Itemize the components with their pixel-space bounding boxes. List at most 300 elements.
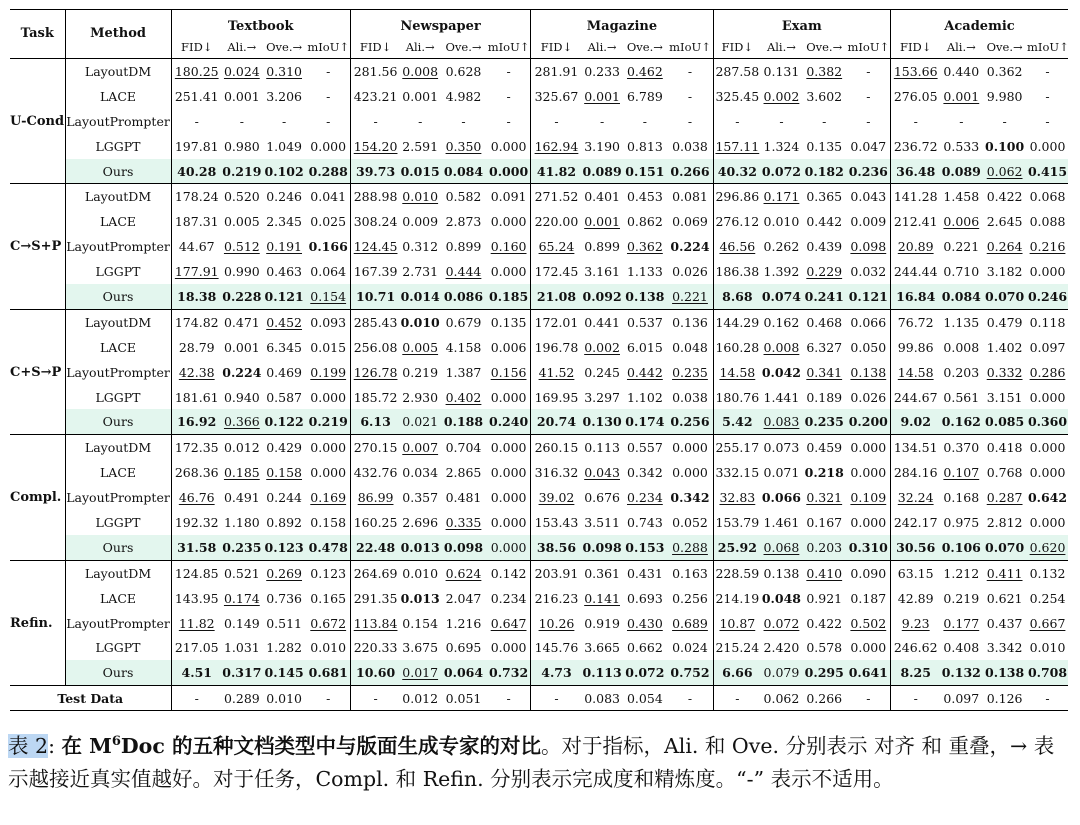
value-cell — [171, 134, 222, 159]
value-cell — [307, 435, 351, 460]
value-text: 0.422 — [986, 189, 1023, 205]
value-text: 0.100 — [985, 138, 1025, 154]
value-cell — [307, 560, 351, 585]
value-cell — [531, 409, 582, 434]
value-cell — [982, 586, 1027, 611]
value-text: 0.199 — [310, 364, 347, 380]
test-value: - — [531, 686, 582, 711]
value-cell — [440, 586, 487, 611]
value-cell — [940, 109, 982, 134]
value-text: 0.000 — [1029, 264, 1066, 280]
value-text: 0.013 — [400, 590, 440, 606]
value-text: - — [687, 63, 693, 79]
value-cell — [222, 435, 262, 460]
header-metric: FID↓ — [531, 36, 582, 59]
value-cell — [940, 159, 982, 184]
value-cell — [1027, 611, 1068, 636]
value-cell — [667, 435, 713, 460]
value-cell — [222, 59, 262, 84]
value-cell — [487, 510, 531, 535]
value-cell — [171, 586, 222, 611]
value-cell — [350, 309, 400, 334]
value-text: 6.345 — [266, 339, 303, 355]
value-cell — [940, 335, 982, 360]
value-cell — [847, 535, 891, 560]
value-text: - — [822, 113, 827, 129]
value-cell — [802, 385, 847, 410]
test-value: 0.126 — [982, 686, 1027, 711]
value-text: 63.15 — [897, 565, 934, 581]
value-cell — [982, 560, 1027, 585]
value-text: 0.001 — [943, 88, 980, 104]
value-cell — [667, 309, 713, 334]
value-text: 0.736 — [266, 590, 303, 606]
value-text: 0.123 — [310, 565, 347, 581]
value-text: 3.602 — [806, 88, 843, 104]
value-cell — [1027, 586, 1068, 611]
value-cell — [440, 535, 487, 560]
value-cell — [847, 284, 891, 309]
value-cell — [307, 485, 351, 510]
value-cell — [667, 560, 713, 585]
value-cell — [350, 284, 400, 309]
value-text: 0.171 — [763, 189, 800, 205]
value-cell — [222, 184, 262, 209]
value-text: 260.15 — [534, 440, 579, 456]
value-cell — [307, 109, 351, 134]
value-text: 0.188 — [443, 414, 484, 430]
value-cell — [440, 234, 487, 259]
value-text: 18.38 — [177, 288, 217, 304]
value-cell — [307, 59, 351, 84]
value-cell — [531, 184, 582, 209]
value-text: 0.010 — [1029, 640, 1066, 656]
value-cell — [622, 59, 667, 84]
header-metric: mIoU↑ — [307, 36, 351, 59]
value-cell — [400, 485, 440, 510]
value-cell — [262, 611, 307, 636]
value-text: 0.921 — [806, 590, 843, 606]
value-text: 0.084 — [443, 163, 484, 179]
value-text: 0.132 — [1029, 565, 1066, 581]
value-cell — [940, 510, 982, 535]
value-cell — [761, 635, 802, 660]
value-text: 2.812 — [986, 514, 1023, 530]
value-text: 42.38 — [178, 364, 215, 380]
value-text: 0.453 — [626, 189, 663, 205]
value-cell — [713, 209, 761, 234]
value-cell — [307, 184, 351, 209]
value-text: 126.78 — [353, 364, 398, 380]
value-text: - — [1045, 88, 1050, 104]
value-text: 42.89 — [897, 590, 934, 606]
value-text: 212.41 — [893, 214, 938, 230]
value-text: 167.39 — [353, 264, 398, 280]
value-text: 276.05 — [893, 88, 938, 104]
value-text: 0.182 — [804, 163, 844, 179]
value-text: 0.667 — [1029, 615, 1066, 631]
value-text: 0.000 — [489, 163, 529, 179]
value-text: 0.628 — [445, 63, 482, 79]
value-cell — [307, 460, 351, 485]
value-cell — [307, 409, 351, 434]
value-text: 1.402 — [986, 339, 1023, 355]
value-cell — [440, 635, 487, 660]
value-text: 3.206 — [266, 88, 303, 104]
value-cell — [622, 134, 667, 159]
value-text: 0.092 — [582, 288, 622, 304]
value-cell — [890, 460, 940, 485]
value-cell — [440, 184, 487, 209]
value-cell — [171, 309, 222, 334]
value-cell — [713, 159, 761, 184]
value-text: 0.084 — [941, 288, 981, 304]
value-text: 153.79 — [715, 514, 760, 530]
value-cell — [487, 360, 531, 385]
value-text: 0.047 — [850, 138, 887, 154]
value-cell — [1027, 660, 1068, 685]
value-text: 0.098 — [582, 539, 622, 555]
value-cell — [622, 435, 667, 460]
value-cell — [222, 209, 262, 234]
value-cell — [262, 159, 307, 184]
task-label: C+S→P — [10, 309, 65, 434]
value-cell — [222, 586, 262, 611]
value-cell — [940, 84, 982, 109]
value-cell — [582, 660, 623, 685]
value-cell — [487, 660, 531, 685]
value-cell — [440, 611, 487, 636]
task-label: Refin. — [10, 560, 65, 685]
value-cell — [350, 234, 400, 259]
value-cell — [350, 510, 400, 535]
value-text: 291.35 — [353, 590, 398, 606]
value-cell — [222, 385, 262, 410]
value-cell — [440, 435, 487, 460]
value-text: 0.235 — [222, 539, 262, 555]
value-cell — [713, 409, 761, 434]
value-text: 0.236 — [848, 163, 888, 179]
value-cell — [1027, 385, 1068, 410]
value-text: - — [506, 88, 511, 104]
value-text: 0.026 — [672, 264, 708, 280]
value-cell — [847, 611, 891, 636]
value-cell — [940, 586, 982, 611]
value-text: 0.246 — [1027, 288, 1068, 304]
value-text: 0.342 — [670, 490, 710, 506]
value-text: 141.28 — [893, 189, 938, 205]
value-cell — [1027, 510, 1068, 535]
value-cell — [890, 134, 940, 159]
value-text: 0.026 — [850, 389, 887, 405]
value-text: 287.58 — [715, 63, 760, 79]
value-text: 0.000 — [850, 514, 887, 530]
value-cell — [667, 335, 713, 360]
value-cell — [761, 159, 802, 184]
value-text: 0.256 — [670, 414, 710, 430]
value-text: 0.000 — [490, 514, 527, 530]
value-cell — [171, 485, 222, 510]
value-text: 0.010 — [402, 189, 439, 205]
value-text: 0.321 — [806, 490, 843, 506]
value-text: 10.87 — [719, 615, 756, 631]
value-cell — [713, 284, 761, 309]
value-text: 0.415 — [1027, 163, 1068, 179]
value-cell — [582, 385, 623, 410]
value-text: 1.049 — [266, 138, 303, 154]
value-cell — [487, 209, 531, 234]
value-cell — [400, 234, 440, 259]
value-cell — [440, 284, 487, 309]
value-cell — [531, 360, 582, 385]
value-text: 0.073 — [763, 440, 800, 456]
value-text: 0.050 — [850, 339, 887, 355]
value-text: 22.48 — [356, 539, 396, 555]
value-text: 332.15 — [715, 465, 760, 481]
value-cell — [667, 611, 713, 636]
value-text: 0.452 — [266, 314, 303, 330]
method-name: LayoutDM — [65, 309, 171, 334]
value-text: 0.000 — [310, 389, 347, 405]
value-text: 180.25 — [174, 63, 219, 79]
value-text: 0.582 — [445, 189, 482, 205]
value-cell — [847, 184, 891, 209]
value-text: 285.43 — [353, 314, 398, 330]
value-text: 0.010 — [310, 640, 347, 656]
value-cell — [982, 635, 1027, 660]
value-cell — [761, 485, 802, 510]
value-cell — [982, 510, 1027, 535]
value-cell — [713, 360, 761, 385]
value-cell — [940, 309, 982, 334]
value-text: 0.975 — [943, 514, 980, 530]
value-cell — [622, 660, 667, 685]
value-text: 0.000 — [490, 138, 527, 154]
value-text: 0.024 — [672, 640, 708, 656]
value-text: 1.392 — [763, 264, 800, 280]
value-cell — [440, 560, 487, 585]
value-text: 0.332 — [986, 364, 1023, 380]
value-cell — [350, 660, 400, 685]
value-text: 0.429 — [266, 440, 303, 456]
value-text: 4.158 — [445, 339, 482, 355]
value-cell — [262, 535, 307, 560]
value-text: 0.520 — [223, 189, 260, 205]
value-cell — [890, 234, 940, 259]
value-cell — [667, 660, 713, 685]
value-cell — [847, 586, 891, 611]
value-text: 0.123 — [264, 539, 304, 555]
value-text: 86.99 — [357, 490, 394, 506]
value-text: - — [1045, 63, 1050, 79]
value-text: 255.17 — [715, 440, 760, 456]
value-text: 0.038 — [672, 389, 708, 405]
value-cell — [222, 460, 262, 485]
value-cell — [890, 635, 940, 660]
test-data-label: Test Data — [10, 686, 171, 711]
value-cell — [802, 259, 847, 284]
caption-label[interactable]: 表 2 — [8, 733, 49, 758]
value-text: 0.262 — [763, 239, 800, 255]
value-cell — [761, 284, 802, 309]
value-cell — [440, 660, 487, 685]
value-cell — [1027, 284, 1068, 309]
value-cell — [307, 385, 351, 410]
value-cell — [890, 586, 940, 611]
value-text: 0.177 — [943, 615, 980, 631]
value-cell — [847, 259, 891, 284]
value-text: 9.23 — [901, 615, 930, 631]
value-text: 3.182 — [986, 264, 1023, 280]
value-cell — [531, 59, 582, 84]
value-text: 0.064 — [310, 264, 347, 280]
value-text: 244.44 — [893, 264, 938, 280]
value-text: 0.672 — [310, 615, 347, 631]
method-name: Ours — [65, 409, 171, 434]
value-text: 0.411 — [986, 565, 1023, 581]
value-text: 0.064 — [443, 665, 484, 681]
header-category: Newspaper — [350, 10, 530, 37]
value-text: 20.89 — [897, 239, 934, 255]
value-cell — [307, 360, 351, 385]
value-cell — [400, 84, 440, 109]
value-cell — [582, 435, 623, 460]
value-text: 0.000 — [490, 640, 527, 656]
value-text: 0.102 — [264, 163, 304, 179]
value-text: 20.74 — [536, 414, 577, 430]
value-cell — [1027, 560, 1068, 585]
value-text: 6.66 — [722, 665, 753, 681]
value-cell — [531, 435, 582, 460]
method-name: Ours — [65, 159, 171, 184]
value-text: 2.591 — [402, 138, 439, 154]
value-cell — [667, 635, 713, 660]
value-text: 0.295 — [804, 665, 844, 681]
value-text: 0.002 — [763, 88, 800, 104]
value-cell — [531, 485, 582, 510]
test-value: 0.062 — [761, 686, 802, 711]
value-cell — [890, 510, 940, 535]
value-cell — [713, 611, 761, 636]
value-cell — [400, 435, 440, 460]
value-cell — [400, 134, 440, 159]
value-cell — [847, 84, 891, 109]
value-cell — [622, 460, 667, 485]
value-text: 162.94 — [534, 138, 579, 154]
value-cell — [940, 284, 982, 309]
value-cell — [307, 611, 351, 636]
value-text: 308.24 — [353, 214, 398, 230]
value-cell — [400, 360, 440, 385]
value-text: 0.122 — [264, 414, 304, 430]
value-text: 0.000 — [850, 465, 887, 481]
value-cell — [1027, 635, 1068, 660]
value-text: 0.006 — [943, 214, 980, 230]
value-cell — [847, 134, 891, 159]
table-row — [10, 59, 1068, 84]
value-text: 0.317 — [222, 665, 262, 681]
value-text: 0.241 — [804, 288, 844, 304]
value-cell — [582, 109, 623, 134]
value-text: 10.71 — [356, 288, 396, 304]
value-text: 0.160 — [490, 239, 527, 255]
value-cell — [582, 510, 623, 535]
ours-row — [10, 535, 1068, 560]
value-text: 21.08 — [536, 288, 577, 304]
header-category: Academic — [890, 10, 1068, 37]
value-cell — [713, 435, 761, 460]
value-text: 0.813 — [626, 138, 663, 154]
value-cell — [350, 335, 400, 360]
value-text: 0.418 — [986, 440, 1023, 456]
value-text: 6.327 — [806, 339, 843, 355]
method-name: LayoutDM — [65, 435, 171, 460]
value-cell — [761, 586, 802, 611]
method-name: LayoutDM — [65, 59, 171, 84]
value-text: 0.266 — [670, 163, 710, 179]
value-cell — [400, 535, 440, 560]
value-cell — [761, 360, 802, 385]
value-text: 0.310 — [848, 539, 888, 555]
method-name: Ours — [65, 284, 171, 309]
header-metric: Ove.→ — [982, 36, 1027, 59]
value-text: 3.675 — [402, 640, 439, 656]
value-text: - — [866, 113, 871, 129]
value-text: 4.51 — [181, 665, 212, 681]
value-text: 0.219 — [402, 364, 439, 380]
value-text: 284.16 — [893, 465, 938, 481]
value-cell — [262, 560, 307, 585]
value-text: 0.089 — [582, 163, 622, 179]
value-cell — [350, 435, 400, 460]
value-text: 1.387 — [445, 364, 482, 380]
value-text: 0.043 — [850, 189, 887, 205]
value-cell — [982, 59, 1027, 84]
value-cell — [350, 360, 400, 385]
value-cell — [802, 435, 847, 460]
value-cell — [487, 409, 531, 434]
value-cell — [890, 535, 940, 560]
value-cell — [1027, 109, 1068, 134]
value-text: 0.131 — [763, 63, 800, 79]
value-text: - — [959, 113, 964, 129]
value-cell — [350, 460, 400, 485]
value-cell — [440, 109, 487, 134]
value-text: 0.072 — [761, 163, 801, 179]
value-cell — [802, 209, 847, 234]
value-cell — [622, 485, 667, 510]
value-text: 0.286 — [1029, 364, 1066, 380]
table-row — [10, 435, 1068, 460]
value-text: 0.000 — [850, 440, 887, 456]
value-text: 0.008 — [943, 339, 980, 355]
value-text: 0.069 — [672, 214, 708, 230]
value-cell — [400, 209, 440, 234]
value-cell — [400, 184, 440, 209]
value-cell — [802, 485, 847, 510]
value-text: 0.224 — [222, 364, 262, 380]
value-text: 0.032 — [850, 264, 887, 280]
value-text: - — [687, 113, 693, 129]
value-cell — [171, 84, 222, 109]
task-label: U-Cond — [10, 59, 65, 184]
value-cell — [890, 560, 940, 585]
table-row — [10, 485, 1068, 510]
value-cell — [582, 611, 623, 636]
test-value: 0.289 — [222, 686, 262, 711]
value-text: 0.005 — [223, 214, 260, 230]
value-text: 192.32 — [174, 514, 219, 530]
